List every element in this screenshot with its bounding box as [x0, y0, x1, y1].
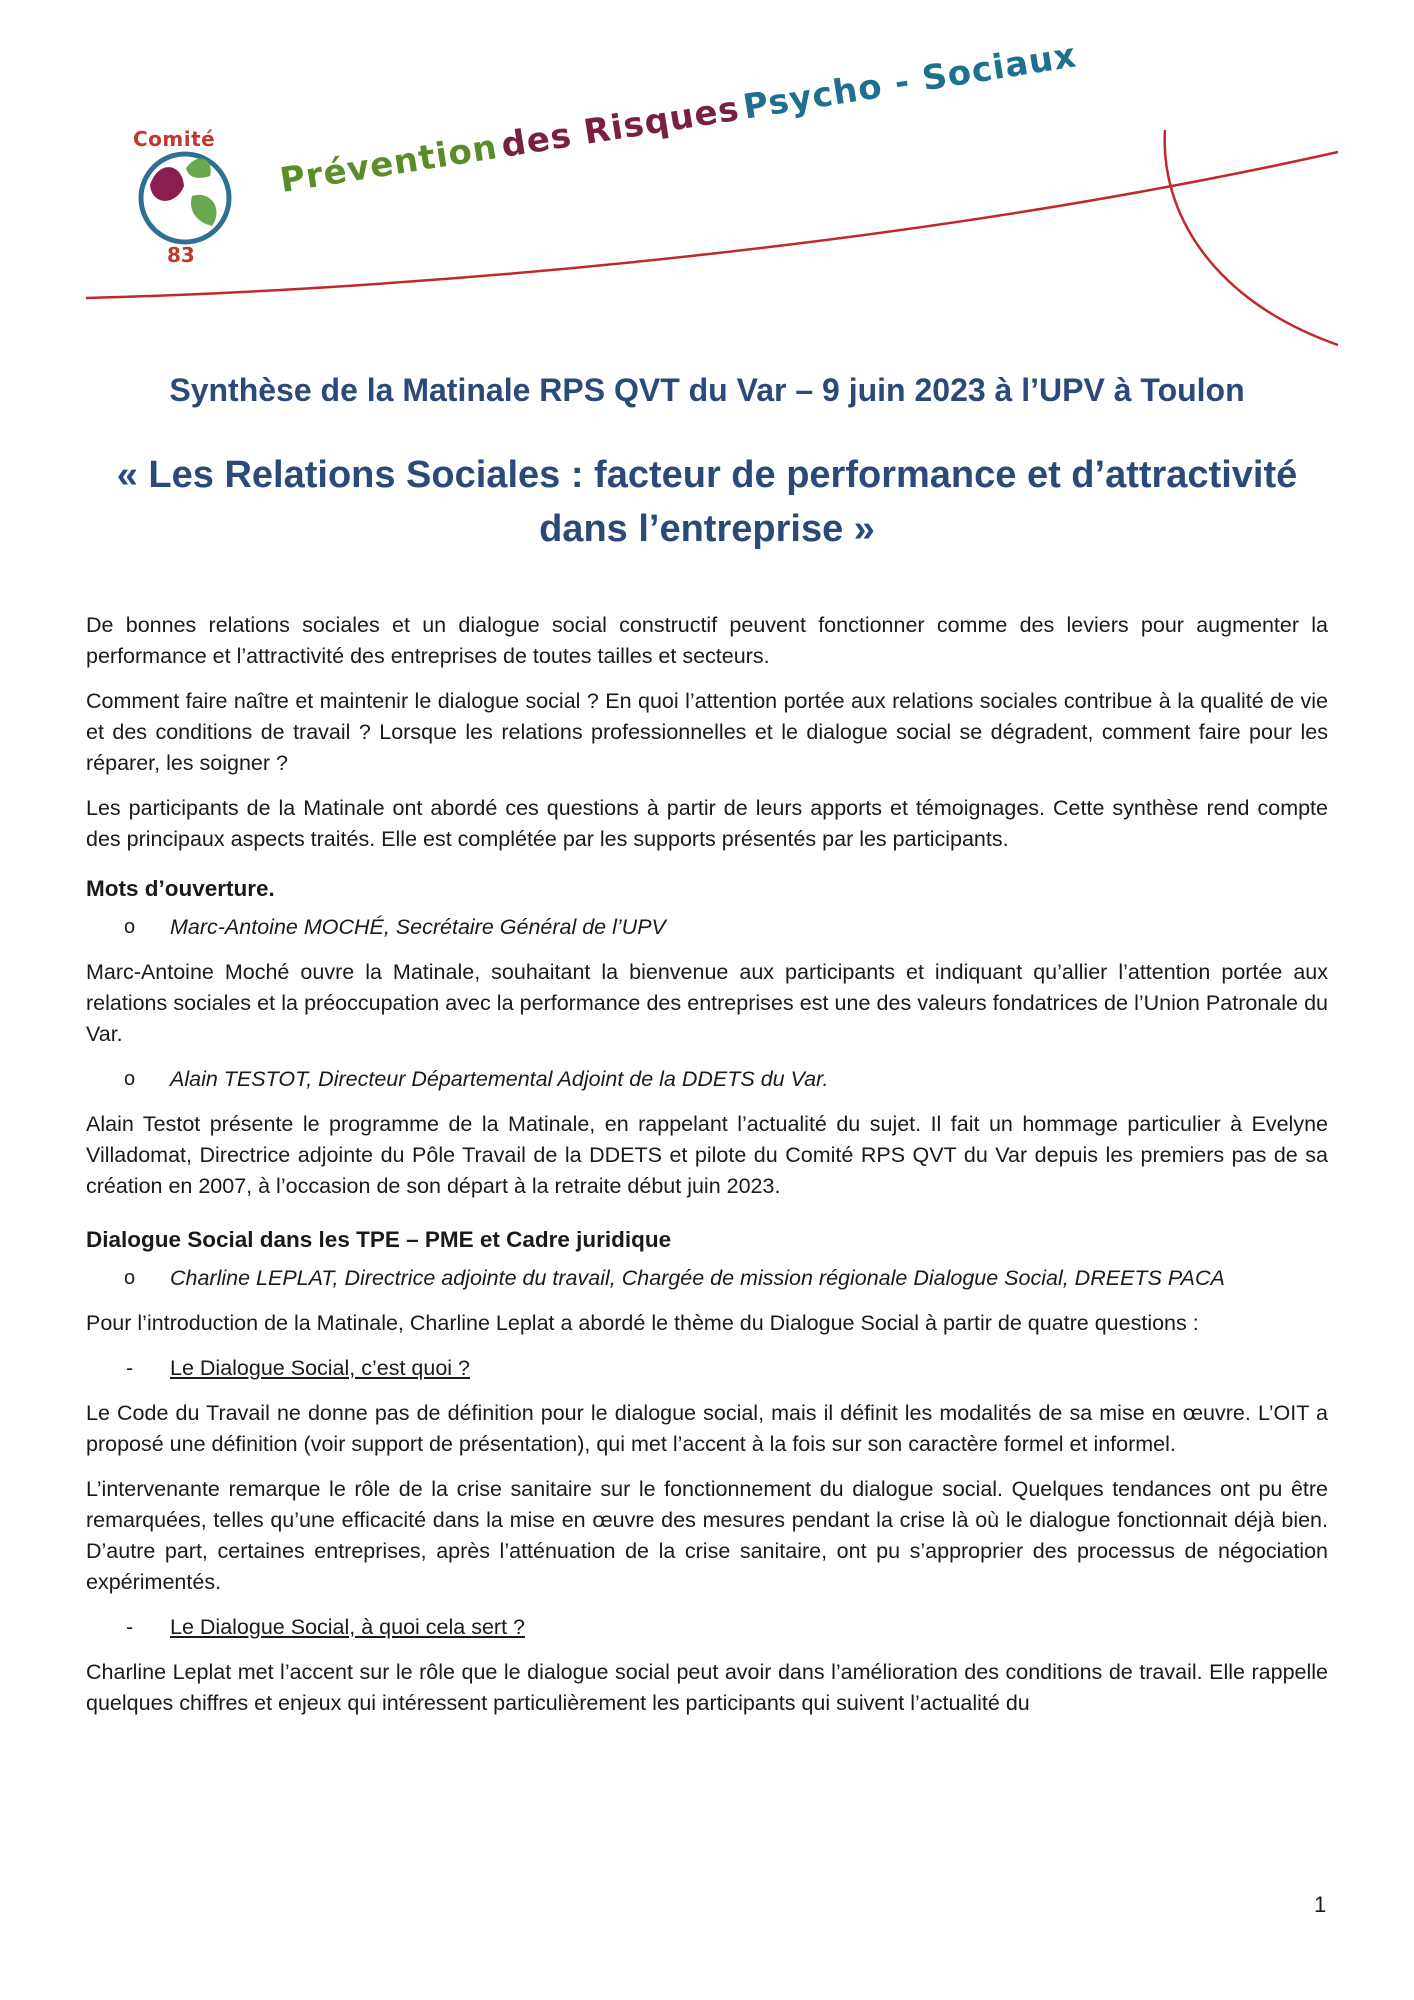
- document-subtitle: « Les Relations Sociales : facteur de performance et d’attractivité dans l’entreprise »: [116, 454, 1298, 550]
- logo-text-bottom: 83: [167, 243, 195, 267]
- speaker-name: Marc-Antoine MOCHÉ, Secrétaire Général de l’UPV: [170, 915, 666, 939]
- question-text: Le Dialogue Social, à quoi cela sert ?: [170, 1615, 525, 1639]
- header: [0, 0, 1414, 360]
- intro-paragraph-2: Comment faire naître et maintenir le dialogue social ? En quoi l’attention portée aux relations sociales contribue à la qualité de vie et des conditions de travail ? Lorsque les relations professionnelles et le dialogue social se dégradent, comment faire pour les réparer, les soigner ?: [86, 689, 1328, 775]
- dash-mark: -: [126, 1615, 134, 1639]
- intro-paragraph-1: De bonnes relations sociales et un dialogue social constructif peuvent fonctionner comme des leviers pour augmenter la performance et l’attractivité des entreprises de toutes tailles et secteurs.: [86, 613, 1328, 668]
- bullet-mark: o: [124, 916, 136, 938]
- opening-paragraph-1: Marc-Antoine Moché ouvre la Matinale, souhaitant la bienvenue aux participants et indiquant qu’allier l’attention portée aux relations sociales et la préoccupation avec la performance des entreprises est une des valeurs fondatrices de l’Union Patronale du Var.: [86, 960, 1328, 1046]
- page-number: 1: [1314, 1892, 1327, 1917]
- section-heading-opening: Mots d’ouverture.: [86, 876, 275, 901]
- speaker-item: [86, 1263, 1328, 1294]
- dialogue-paragraph-1: Pour l’introduction de la Matinale, Charline Leplat a abordé le thème du Dialogue Social à partir de quatre questions :: [86, 1311, 1199, 1335]
- dialogue-paragraph-3: L’intervenante remarque le rôle de la crise sanitaire sur le fonctionnement du dialogue social. Quelques tendances ont pu être remarquées, telles qu’une efficacité dans la mise en œuvre des mesures pendant la crise là où le dialogue fonctionnait déjà bien. D’autre part, certaines entreprises, après l’atténuation de la crise sanitaire, ont pu s’approprier des processus de négociation expérimentés.: [86, 1477, 1328, 1594]
- question-item: [86, 1612, 1328, 1643]
- bullet-mark: o: [124, 1267, 136, 1289]
- question-item: [86, 1353, 1328, 1384]
- document-title: Synthèse de la Matinale RPS QVT du Var – 9 juin 2023 à l’UPV à Toulon: [169, 372, 1245, 408]
- bullet-mark: o: [124, 1068, 136, 1090]
- question-text: Le Dialogue Social, c’est quoi ?: [170, 1356, 470, 1380]
- banner-word-risques: des Risques: [498, 88, 743, 166]
- opening-paragraph-2: Alain Testot présente le programme de la Matinale, en rappelant l’actualité du sujet. Il fait un hommage particulier à Evelyne Villadomat, Directrice adjointe du Pôle Travail de la DDETS et pilote du Comité RPS QVT du Var depuis les premiers pas de sa création en 2007, à l’occasion de son départ à la retraite début juin 2023.: [86, 1112, 1328, 1198]
- speaker-item: [86, 912, 1328, 943]
- speaker-item: [86, 1064, 1328, 1095]
- speaker-name: Charline LEPLAT, Directrice adjointe du travail, Chargée de mission régionale Dialogue Social, DREETS PACA: [170, 1266, 1225, 1290]
- section-heading-dialogue: Dialogue Social dans les TPE – PME et Cadre juridique: [86, 1227, 672, 1252]
- logo-text-top: Comité: [133, 127, 216, 151]
- header-arc: [1165, 130, 1338, 345]
- logo: [125, 125, 245, 275]
- dash-mark: -: [126, 1356, 134, 1380]
- speaker-name: Alain TESTOT, Directeur Départemental Adjoint de la DDETS du Var.: [170, 1067, 829, 1091]
- banner-word-prevention: Prévention: [277, 127, 501, 201]
- banner-word-psycho-sociaux: Psycho - Sociaux: [740, 35, 1080, 128]
- document-body: [86, 610, 1328, 1733]
- intro-paragraph-3: Les participants de la Matinale ont abordé ces questions à partir de leurs apports et témoignages. Cette synthèse rend compte des principaux aspects traités. Elle est complétée par les supports présentés par les participants.: [86, 796, 1328, 851]
- dialogue-paragraph-2: Le Code du Travail ne donne pas de définition pour le dialogue social, mais il définit les modalités de sa mise en œuvre. L’OIT a proposé une définition (voir support de présentation), qui met l’accent à la fois sur son caractère formel et informel.: [86, 1401, 1328, 1456]
- dialogue-paragraph-4: Charline Leplat met l’accent sur le rôle que le dialogue social peut avoir dans l’amélioration des conditions de travail. Elle rappelle quelques chiffres et enjeux qui intéressent particulièrement les participants qui suivent l’actualité du: [86, 1660, 1328, 1715]
